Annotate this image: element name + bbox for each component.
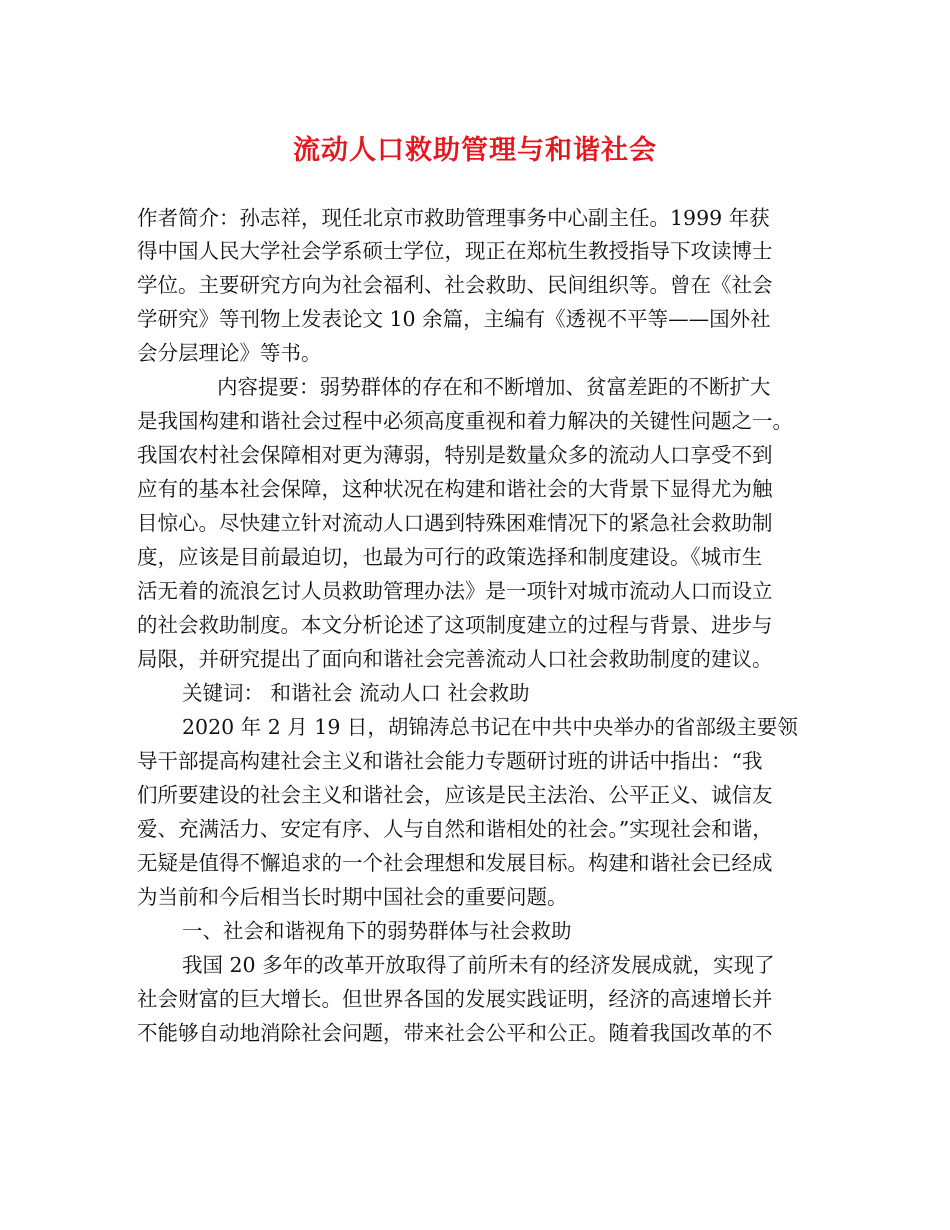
- body-paragraph-1-line-1: 2020 年 2 月 19 日，胡锦涛总书记在中共中央举办的省部级主要领: [182, 715, 798, 739]
- abstract-line-5: 目惊心。尽快建立针对流动人口遇到特殊困难情况下的紧急社会救助制: [137, 511, 773, 535]
- document-title: 流动人口救助管理与和谐社会: [293, 135, 657, 166]
- abstract-line-2: 是我国构建和谐社会过程中必须高度重视和着力解决的关键性问题之一。: [137, 409, 793, 433]
- abstract-line-4: 应有的基本社会保障，这种状况在构建和谐社会的大背景下显得尤为触: [137, 477, 773, 501]
- author-intro-line-4: 学研究》等刊物上发表论文 10 余篇，主编有《透视不平等——国外社: [137, 307, 771, 331]
- abstract-line-8: 的社会救助制度。本文分析论述了这项制度建立的过程与背景、进步与: [137, 613, 773, 637]
- author-intro-line-3: 学位。主要研究方向为社会福利、社会救助、民间组织等。曾在《社会: [137, 273, 773, 297]
- body-paragraph-1-line-2: 导干部提高构建社会主义和谐社会能力专题研讨班的讲话中指出：“我: [137, 749, 763, 773]
- body-paragraph-2-line-1: 我国 20 多年的改革开放取得了前所未有的经济发展成就，实现了: [182, 953, 775, 977]
- body-paragraph-1-line-6: 为当前和今后相当长时期中国社会的重要问题。: [137, 885, 568, 909]
- abstract-line-1: 内容提要：弱势群体的存在和不断增加、贫富差距的不断扩大: [217, 375, 771, 399]
- abstract-line-3: 我国农村社会保障相对更为薄弱，特别是数量众多的流动人口享受不到: [137, 443, 773, 467]
- author-intro-line-1: 作者简介：孙志祥，现任北京市救助管理事务中心副主任。1999 年获: [137, 206, 770, 230]
- abstract-line-6: 度，应该是目前最迫切，也最为可行的政策选择和制度建设。《城市生: [137, 545, 763, 569]
- body-paragraph-1-line-3: 们所要建设的社会主义和谐社会，应该是民主法治、公平正义、诚信友: [137, 783, 773, 807]
- author-intro-line-2: 得中国人民大学社会学系硕士学位，现正在郑杭生教授指导下攻读博士: [137, 239, 773, 263]
- section-heading-1: 一、社会和谐视角下的弱势群体与社会救助: [182, 919, 572, 943]
- body-paragraph-2-line-3: 不能够自动地消除社会问题，带来社会公平和公正。随着我国改革的不: [137, 1021, 773, 1045]
- body-paragraph-1-line-4: 爱、充满活力、安定有序、人与自然和谐相处的社会。”实现社会和谐，: [137, 817, 773, 841]
- keywords-line: 关键词： 和谐社会 流动人口 社会救助: [182, 681, 530, 705]
- abstract-line-9: 局限，并研究提出了面向和谐社会完善流动人口社会救助制度的建议。: [137, 647, 773, 671]
- body-paragraph-2-line-2: 社会财富的巨大增长。但世界各国的发展实践证明，经济的高速增长并: [137, 987, 773, 1011]
- body-paragraph-1-line-5: 无疑是值得不懈追求的一个社会理想和发展目标。构建和谐社会已经成: [137, 851, 773, 875]
- author-intro-line-5: 会分层理论》等书。: [137, 341, 322, 365]
- abstract-line-7: 活无着的流浪乞讨人员救助管理办法》是一项针对城市流动人口而设立: [137, 579, 773, 603]
